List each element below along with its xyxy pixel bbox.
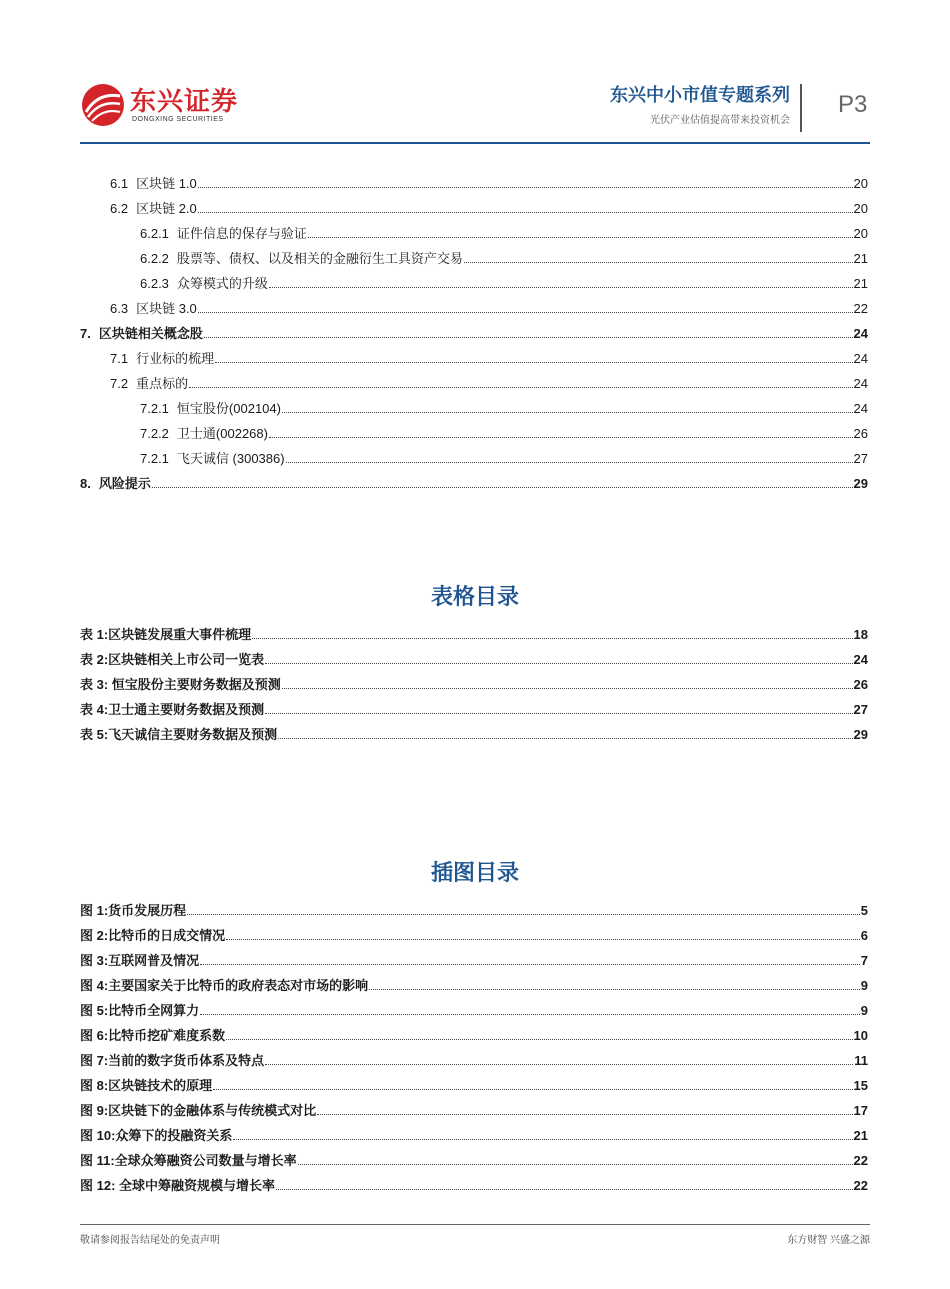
page-number: P3 [838,91,868,118]
figure-page: 21 [853,1128,868,1143]
figure-page: 22 [853,1178,868,1193]
toc-label: 股票等、债权、以及相关的金融衍生工具资产交易 [176,251,463,266]
toc-page: 24 [853,326,868,341]
toc-number: 6.3 [110,301,129,316]
toc-number: 7.2 [110,376,129,391]
toc-page: 21 [853,251,868,266]
figure-page: 9 [860,978,868,993]
figure-label: 图 4:主要国家关于比特币的政府表态对市场的影响 [80,978,369,993]
figure-label: 图 10:众筹下的投融资关系 [80,1128,233,1143]
toc-number: 6.2.1 [140,226,169,241]
toc-number: 7. [80,326,91,341]
figure-page: 11 [854,1053,868,1068]
toc-page: 29 [853,476,868,491]
table-label: 表 2:区块链相关上市公司一览表 [80,652,265,667]
footer-slogan: 东方财智 兴盛之源 [787,1235,870,1246]
table-entry[interactable] [80,650,868,668]
figure-label: 图 7:当前的数字货币体系及特点 [80,1053,265,1068]
figure-page: 17 [853,1103,868,1118]
figure-entry[interactable] [80,1051,868,1069]
figure-page: 15 [853,1078,868,1093]
toc-number: 6.2 [110,201,129,216]
figure-label: 图 9:区块链下的金融体系与传统模式对比 [80,1103,317,1118]
toc-page: 21 [853,276,868,291]
toc-page: 20 [853,226,868,241]
figure-page: 9 [860,1003,868,1018]
toc-entry[interactable] [80,374,868,392]
toc-page: 24 [853,401,868,416]
toc-page: 26 [853,426,868,441]
toc-number: 7.2.1 [140,451,169,466]
toc-label: 风险提示 [98,476,151,491]
figure-entry[interactable] [80,1076,868,1094]
toc-label: 重点标的 [136,376,189,391]
toc-label: 众筹模式的升级 [176,276,268,291]
header-rule [80,142,870,144]
table-label: 表 3: 恒宝股份主要财务数据及预测 [80,677,281,692]
toc-label: 证件信息的保存与验证 [176,226,307,241]
toc-number: 7.1 [110,351,129,366]
toc-entry[interactable] [80,424,868,442]
figure-entry[interactable] [80,1101,868,1119]
figure-entry[interactable] [80,926,868,944]
toc-entry[interactable] [80,449,868,467]
toc-page: 22 [853,301,868,316]
tables-index-title: 表格目录 [430,584,519,609]
figure-page: 6 [860,928,868,943]
figure-entry[interactable] [80,1126,868,1144]
toc-entry[interactable] [80,174,868,192]
figure-entry[interactable] [80,901,868,919]
figure-entry[interactable] [80,976,868,994]
table-page: 24 [853,652,868,667]
figure-entry[interactable] [80,1026,868,1044]
toc-label: 区块链 3.0 [136,301,197,316]
toc-entry[interactable] [80,299,868,317]
figure-page: 5 [860,903,868,918]
header-divider [800,84,802,132]
toc-label: 区块链 2.0 [136,201,197,216]
table-entry[interactable] [80,725,868,743]
figure-page: 7 [860,953,868,968]
logo-emblem-icon [80,82,126,128]
toc-entry[interactable] [80,349,868,367]
figures-index-title: 插图目录 [430,860,519,885]
table-page: 26 [853,677,868,692]
toc-entry[interactable] [80,474,868,492]
report-subtitle: 光伏产业估值提高带来投资机会 [650,115,790,126]
figure-label: 图 12: 全球中筹融资规模与增长率 [80,1178,276,1193]
table-page: 18 [853,627,868,642]
table-entry[interactable] [80,625,868,643]
footer-rule [80,1224,870,1225]
toc-entry[interactable] [80,399,868,417]
table-page: 29 [853,727,868,742]
figure-label: 图 5:比特币全网算力 [80,1003,200,1018]
logo-text-cn: 东兴证券 [130,86,239,116]
toc-entry[interactable] [80,224,868,242]
toc-page: 24 [853,376,868,391]
toc-label: 飞天诚信 (300386) [176,451,285,466]
table-entry[interactable] [80,675,868,693]
toc-label: 行业标的梳理 [136,351,215,366]
figure-entry[interactable] [80,1176,868,1194]
figure-entry[interactable] [80,1001,868,1019]
footer-disclaimer: 敬请参阅报告结尾处的免责声明 [80,1235,220,1246]
figure-page: 22 [853,1153,868,1168]
toc-number: 8. [80,476,91,491]
figure-label: 图 3:互联网普及情况 [80,953,200,968]
figure-label: 图 6:比特币挖矿难度系数 [80,1028,226,1043]
toc-number: 6.2.2 [140,251,169,266]
toc-label: 恒宝股份(002104) [176,401,281,416]
toc-label: 卫士通(002268) [176,426,268,441]
table-label: 表 4:卫士通主要财务数据及预测 [80,702,265,717]
figure-label: 图 8:区块链技术的原理 [80,1078,213,1093]
toc-number: 6.1 [110,176,129,191]
series-title: 东兴中小市值专题系列 [610,85,790,105]
toc-entry[interactable] [80,199,868,217]
figure-entry[interactable] [80,1151,868,1169]
toc-page: 20 [853,176,868,191]
toc-page: 24 [853,351,868,366]
toc-entry[interactable] [80,249,868,267]
toc-number: 7.2.2 [140,426,169,441]
logo-text-en: DONGXING SECURITIES [132,116,224,123]
table-label: 表 5:飞天诚信主要财务数据及预测 [80,727,278,742]
toc-label: 区块链相关概念股 [98,326,203,341]
toc-number: 6.2.3 [140,276,169,291]
toc-number: 7.2.1 [140,401,169,416]
toc-page: 20 [853,201,868,216]
figure-page: 10 [853,1028,868,1043]
toc-label: 区块链 1.0 [136,176,197,191]
toc-entry[interactable] [80,274,868,292]
figure-label: 图 1:货币发展历程 [80,903,187,918]
toc-entry[interactable] [80,324,868,342]
table-page: 27 [853,702,868,717]
toc-page: 27 [853,451,868,466]
figure-entry[interactable] [80,951,868,969]
table-label: 表 1:区块链发展重大事件梳理 [80,627,252,642]
company-logo [80,82,240,128]
table-entry[interactable] [80,700,868,718]
figure-label: 图 2:比特币的日成交情况 [80,928,226,943]
figure-label: 图 11:全球众筹融资公司数量与增长率 [80,1153,297,1168]
